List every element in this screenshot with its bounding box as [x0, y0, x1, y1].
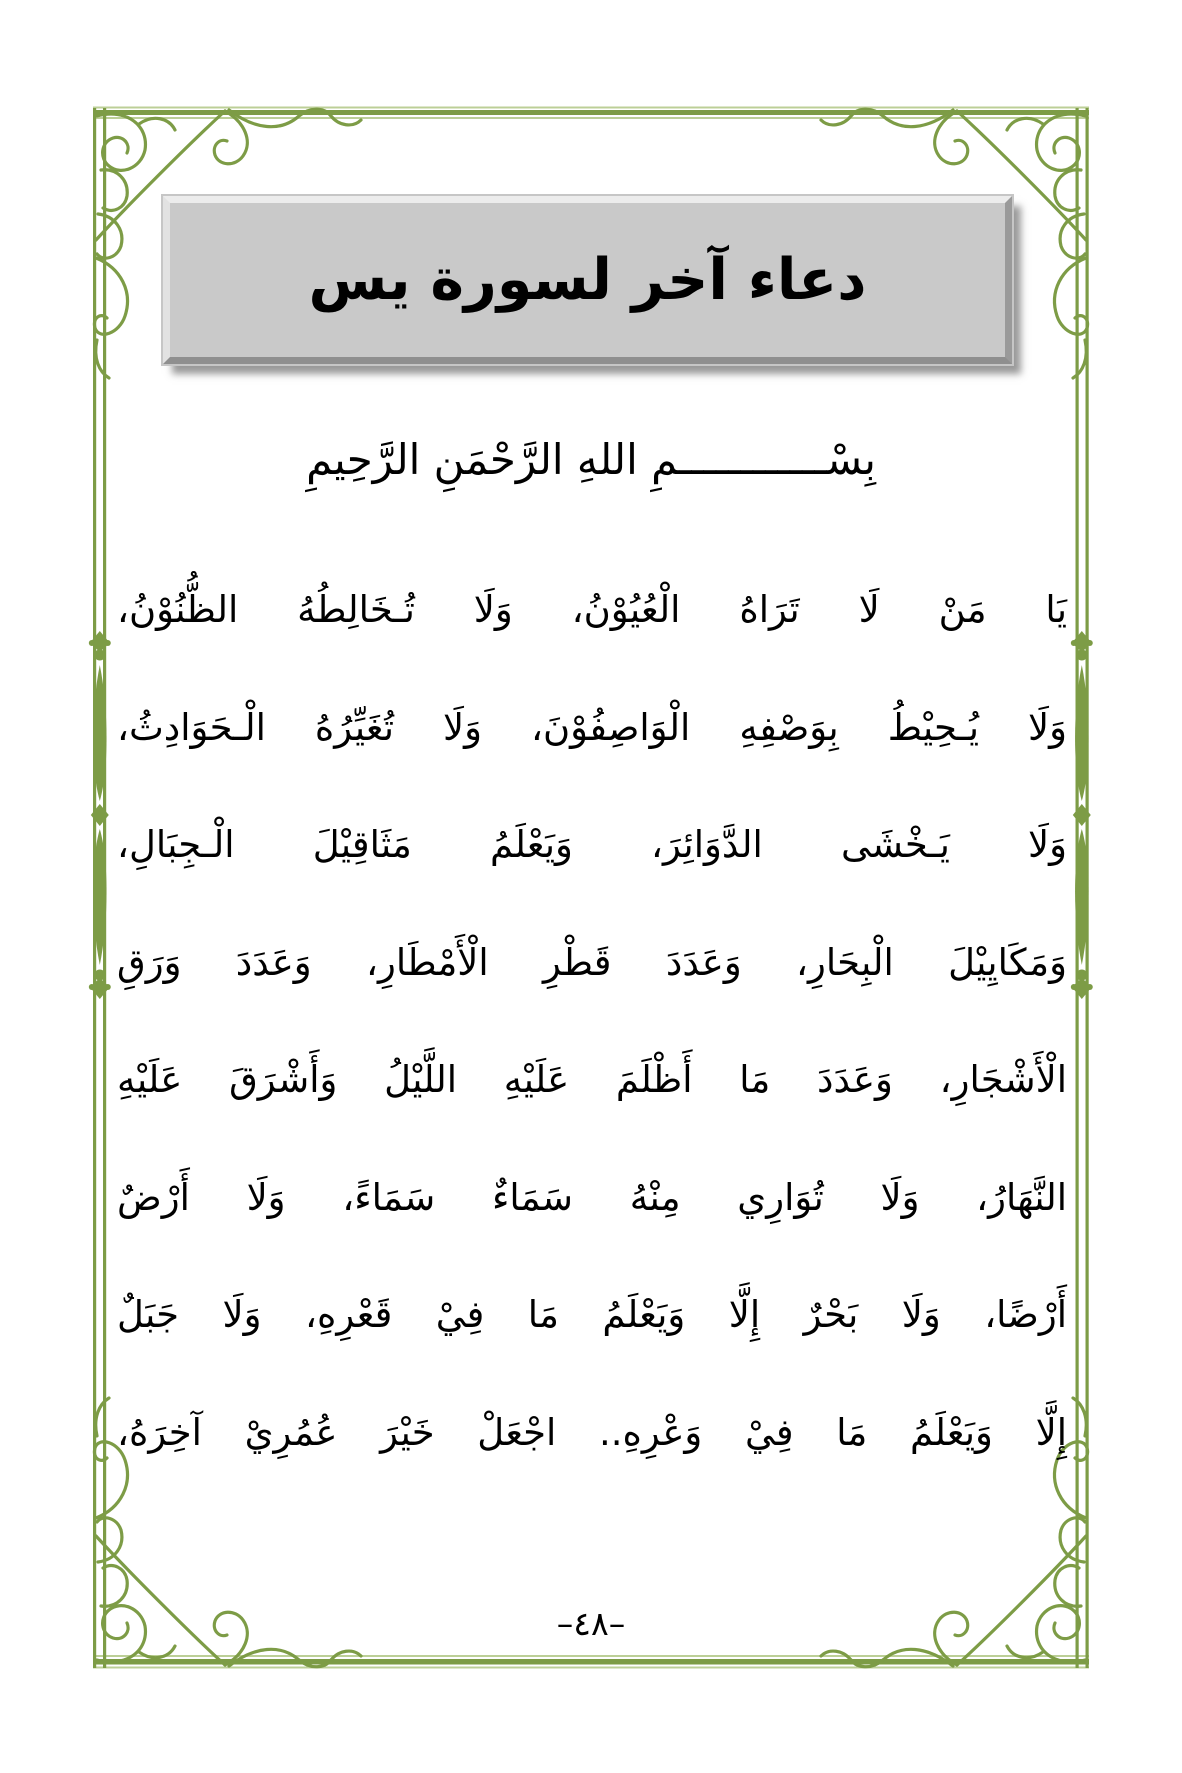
prayer-line: يَا مَنْ لَا تَرَاهُ الْعُيُوْنُ، وَلَا تُـخَالِطُهُ الظُّنُوْنُ،	[117, 588, 1067, 631]
basmala-calligraphy: بِسْــــــــــــمِ اللهِ الرَّحْمَنِ الرَّحِيمِ	[306, 435, 876, 484]
prayer-line: وَلَا يَـخْشَى الدَّوَائِرَ، وَيَعْلَمُ مَثَاقِيْلَ الْـجِبَالِ،	[117, 823, 1067, 866]
prayer-line: وَمَكَايِيْلَ الْبِحَارِ، وَعَدَدَ قَطْرِ الْأَمْطَارِ، وَعَدَدَ وَرَقِ	[117, 940, 1067, 984]
prayer-line: الْأَشْجَارِ، وَعَدَدَ مَا أَظْلَمَ عَلَيْهِ اللَّيْلُ وَأَشْرَقَ عَلَيْهِ	[117, 1058, 1067, 1101]
page-title: دعاء آخر لسورة يس	[308, 246, 867, 313]
page-number: –٤٨–	[556, 1604, 626, 1643]
side-spindle-icon	[1071, 631, 1093, 999]
title-plaque	[163, 196, 1012, 364]
prayer-line: وَلَا يُـحِيْطُ بِوَصْفِهِ الْوَاصِفُوْنَ، وَلَا تُغَيِّرُهُ الْـحَوَادِثُ،	[117, 705, 1067, 749]
prayer-line: أَرْضًا، وَلَا بَحْرٌ إِلَّا وَيَعْلَمُ مَا فِيْ قَعْرِهِ، وَلَا جَبَلٌ	[117, 1293, 1067, 1336]
prayer-text	[117, 551, 1067, 1491]
prayer-line: النَّهَارُ، وَلَا تُوَارِي مِنْهُ سَمَاءٌ سَمَاءً، وَلَا أَرْضٌ	[117, 1175, 1067, 1219]
prayer-line: إِلَّا وَيَعْلَمُ مَا فِيْ وَعْرِهِ.. اجْعَلْ خَيْرَ عُمُرِيْ آخِرَهُ،	[117, 1410, 1067, 1454]
side-spindle-icon	[89, 631, 111, 999]
